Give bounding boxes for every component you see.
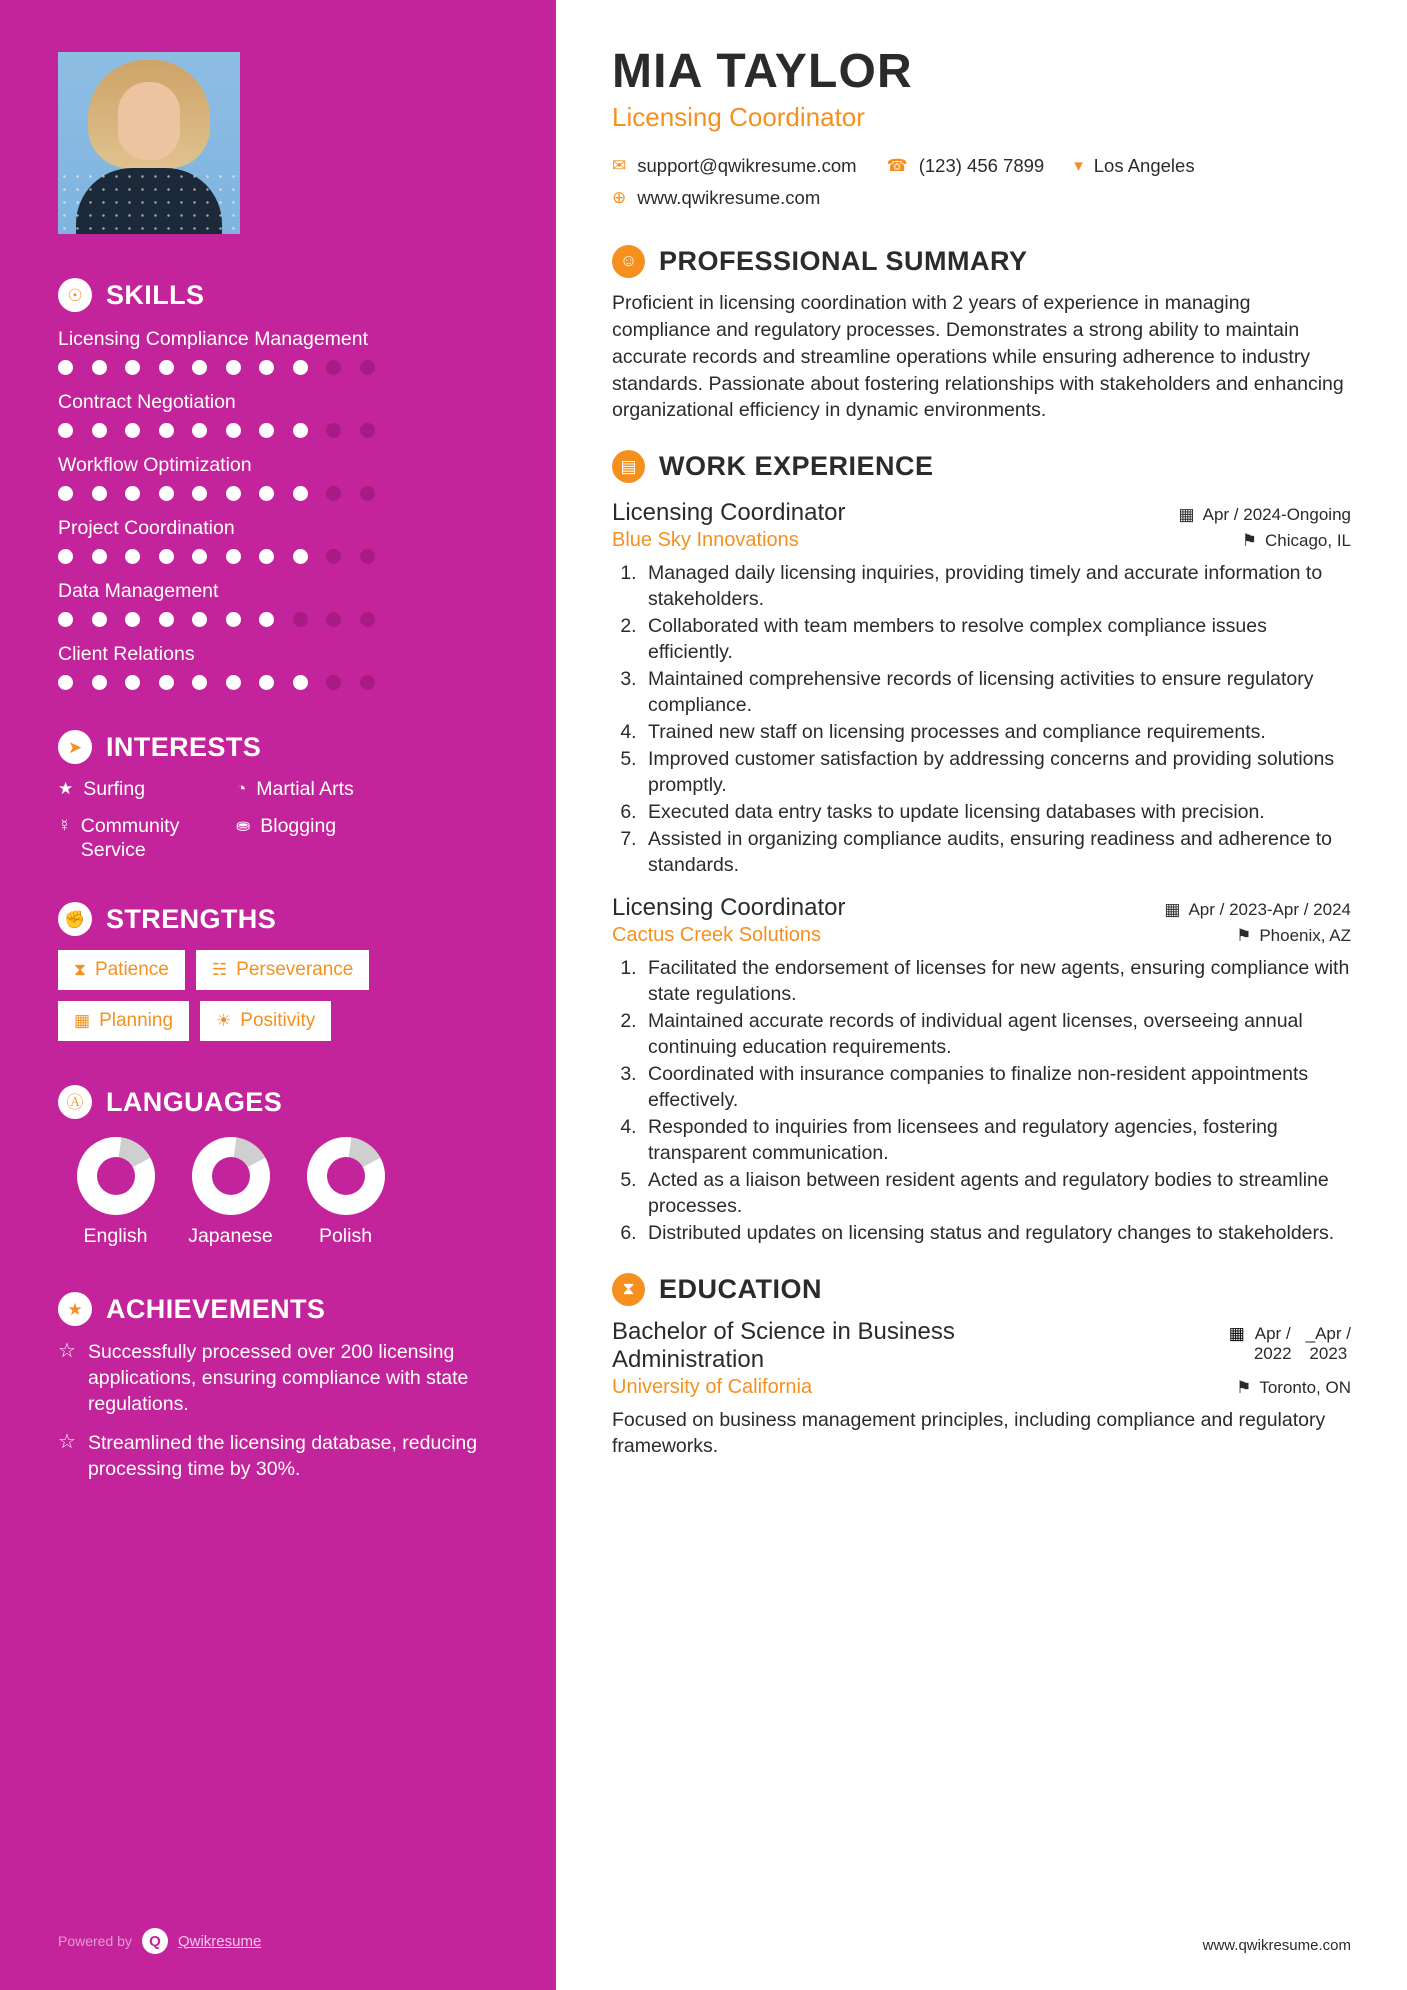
job-bullet: 4. Responded to inquiries from licensees and regulatory agencies, fostering transparent communication. bbox=[642, 1115, 1351, 1167]
envelope-icon: ✉ bbox=[612, 155, 627, 175]
job-title: Licensing Coordinator bbox=[612, 894, 846, 922]
language-proficiency-donut bbox=[77, 1137, 155, 1215]
rating-dot-filled bbox=[159, 675, 174, 690]
interests-title: INTERESTS bbox=[106, 731, 262, 762]
skill-item bbox=[58, 391, 498, 438]
skill-label: Contract Negotiation bbox=[58, 391, 236, 413]
rating-dot-filled bbox=[58, 549, 73, 564]
job-title: Licensing Coordinator bbox=[612, 499, 846, 527]
interests-section bbox=[58, 730, 498, 862]
calendar-icon: ▦ bbox=[1178, 505, 1195, 525]
star-icon: ★ bbox=[58, 779, 74, 798]
job-bullet: 3. Maintained comprehensive records of licensing activities to ensure regulatory compliance. bbox=[642, 667, 1351, 719]
rating-dot-filled bbox=[159, 360, 174, 375]
job-location bbox=[1236, 926, 1351, 946]
job-title-row bbox=[612, 499, 1351, 527]
rating-dot-filled bbox=[92, 675, 107, 690]
rating-dot-filled bbox=[125, 549, 140, 564]
calendar-icon: ▦ bbox=[1228, 1323, 1245, 1343]
interest-label: Surfing bbox=[83, 778, 146, 800]
skill-item bbox=[58, 517, 498, 564]
interest-label: Martial Arts bbox=[256, 778, 354, 800]
job-date-text: Apr / 2023-Apr / 2024 bbox=[1188, 900, 1351, 920]
rating-dot-filled bbox=[58, 612, 73, 627]
interest-item bbox=[236, 815, 498, 862]
skill-item bbox=[58, 580, 498, 627]
strengths-title: STRENGTHS bbox=[106, 903, 277, 934]
contact-item[interactable] bbox=[612, 155, 857, 177]
skill-item bbox=[58, 643, 498, 690]
skill-label: Client Relations bbox=[58, 643, 195, 665]
rating-dot-empty bbox=[360, 423, 375, 438]
shooting-star-icon: ☆ bbox=[58, 1340, 76, 1363]
rating-dot-filled bbox=[58, 360, 73, 375]
contact-block bbox=[612, 155, 1351, 219]
school-name: University of California bbox=[612, 1375, 813, 1398]
lightbulb-icon: ☉ bbox=[58, 278, 92, 312]
rating-dot-filled bbox=[125, 612, 140, 627]
job-entry bbox=[612, 499, 1351, 878]
rating-dot-empty bbox=[326, 675, 341, 690]
achievements-list bbox=[58, 1340, 498, 1483]
strength-label: Perseverance bbox=[236, 959, 354, 981]
calendar-icon: ▦ bbox=[74, 1011, 91, 1031]
education-degree-row bbox=[612, 1318, 1351, 1374]
interest-item bbox=[236, 778, 498, 801]
languages-list bbox=[58, 1137, 498, 1248]
job-role-subtitle: Licensing Coordinator bbox=[612, 101, 865, 132]
education-start-date: Apr / 2022 bbox=[1253, 1323, 1292, 1364]
contact-text: (123) 456 7899 bbox=[918, 154, 1045, 176]
languages-header bbox=[58, 1085, 498, 1119]
strength-badge bbox=[200, 1001, 331, 1041]
education-dates bbox=[1229, 1324, 1351, 1365]
skill-label: Data Management bbox=[58, 580, 219, 602]
strengths-section bbox=[58, 902, 498, 1041]
language-item bbox=[58, 1137, 173, 1248]
skill-label: Licensing Compliance Management bbox=[58, 328, 369, 350]
strengths-list bbox=[58, 950, 498, 1041]
rating-dot-filled bbox=[259, 486, 274, 501]
education-header bbox=[612, 1273, 1351, 1306]
rating-dot-empty bbox=[326, 360, 341, 375]
education-description: Focused on business management principles, including compliance and regulatory frameworks. bbox=[612, 1408, 1326, 1457]
strengths-header bbox=[58, 902, 498, 936]
rating-dot-filled bbox=[293, 549, 308, 564]
language-label: Japanese bbox=[188, 1225, 273, 1248]
job-bullet: 3. Coordinated with insurance companies to finalize non-resident appointments effectively. bbox=[642, 1062, 1351, 1114]
interest-label: Community Service bbox=[80, 815, 180, 861]
rating-dot-empty bbox=[326, 612, 341, 627]
languages-section bbox=[58, 1085, 498, 1248]
skill-label: Project Coordination bbox=[58, 517, 235, 539]
skill-rating-dots bbox=[58, 549, 498, 564]
rating-dot-filled bbox=[192, 486, 207, 501]
language-label: English bbox=[83, 1225, 148, 1248]
rating-dot-filled bbox=[259, 423, 274, 438]
rating-dot-filled bbox=[92, 423, 107, 438]
strength-label: Planning bbox=[99, 1010, 174, 1032]
job-company: Blue Sky Innovations bbox=[612, 529, 799, 552]
phone-icon: ☎ bbox=[886, 155, 908, 175]
calendar-icon: ▦ bbox=[1164, 900, 1181, 920]
powered-by-label: Powered by bbox=[58, 1933, 132, 1949]
job-bullet: 4. Trained new staff on licensing processes and compliance requirements. bbox=[642, 720, 1351, 746]
rating-dot-filled bbox=[293, 423, 308, 438]
rating-dot-filled bbox=[192, 549, 207, 564]
person-icon: ☺ bbox=[612, 245, 645, 278]
page-title: MIA TAYLOR bbox=[612, 45, 913, 98]
work-title: WORK EXPERIENCE bbox=[659, 451, 934, 482]
rating-dot-filled bbox=[226, 360, 241, 375]
rating-dot-filled bbox=[192, 360, 207, 375]
pin-icon: ⚑ bbox=[1236, 926, 1252, 946]
rating-dot-empty bbox=[360, 549, 375, 564]
degree-name: Bachelor of Science in Business Administration bbox=[612, 1317, 955, 1373]
hand-icon: ☿ bbox=[58, 816, 71, 836]
skills-title: SKILLS bbox=[106, 279, 205, 310]
rating-dot-empty bbox=[326, 486, 341, 501]
rating-dot-filled bbox=[192, 423, 207, 438]
rating-dot-filled bbox=[192, 612, 207, 627]
rating-dot-filled bbox=[226, 486, 241, 501]
main-content bbox=[556, 0, 1407, 1990]
achievements-title: ACHIEVEMENTS bbox=[106, 1293, 326, 1324]
achievements-section bbox=[58, 1292, 498, 1483]
rating-dot-empty bbox=[360, 675, 375, 690]
skills-header bbox=[58, 278, 498, 312]
rating-dot-filled bbox=[125, 360, 140, 375]
job-date bbox=[1164, 900, 1351, 920]
qwikresume-logo-icon: Q bbox=[142, 1928, 168, 1954]
job-bullet-list bbox=[642, 956, 1351, 1246]
education-school-row bbox=[612, 1376, 1351, 1399]
skills-list bbox=[58, 328, 498, 690]
contact-text: Los Angeles bbox=[1093, 154, 1195, 176]
graduation-icon: ⧗ bbox=[612, 1273, 645, 1306]
jobs-list bbox=[612, 499, 1351, 1246]
users-icon: ⛂ bbox=[236, 816, 251, 836]
rating-dot-filled bbox=[259, 360, 274, 375]
achievements-header bbox=[58, 1292, 498, 1326]
job-entry bbox=[612, 894, 1351, 1246]
pin-icon: ⚑ bbox=[1236, 1377, 1252, 1397]
strength-label: Patience bbox=[94, 959, 169, 981]
rating-dot-filled bbox=[159, 423, 174, 438]
job-location-text: Chicago, IL bbox=[1265, 531, 1351, 551]
contact-row-primary bbox=[612, 155, 1351, 187]
hourglass-icon: ⧗ bbox=[74, 960, 86, 980]
rating-dot-empty bbox=[360, 360, 375, 375]
achievement-text: Streamlined the licensing database, reducing processing time by 30%. bbox=[87, 1432, 478, 1481]
sidebar bbox=[0, 0, 556, 1990]
skill-rating-dots bbox=[58, 360, 498, 375]
shooting-star-icon: ☆ bbox=[58, 1431, 76, 1454]
contact-item[interactable] bbox=[1074, 155, 1194, 177]
skill-item bbox=[58, 454, 498, 501]
summary-text: Proficient in licensing coordination with 2 years of experience in managing compliance and regulatory processes. Demonstrates a strong ability to maintain accurate records and streamline operations while ensuring adherence to industry standards. Passionate about fostering relationships with stakeholders and enhancing organizational efficiency in dynamic environments. bbox=[612, 291, 1344, 422]
rating-dot-filled bbox=[293, 486, 308, 501]
briefcase-icon: ▤ bbox=[612, 450, 645, 483]
job-location bbox=[1242, 531, 1351, 551]
rating-dot-empty bbox=[326, 423, 341, 438]
language-item bbox=[288, 1137, 403, 1248]
professional-summary-section bbox=[612, 245, 1351, 425]
rating-dot-filled bbox=[192, 675, 207, 690]
job-date bbox=[1179, 505, 1351, 525]
interest-item bbox=[58, 815, 230, 862]
education-end-date: _Apr / 2023 bbox=[1305, 1323, 1351, 1364]
achievement-text: Successfully processed over 200 licensing applications, ensuring compliance with state regulations. bbox=[87, 1341, 469, 1415]
rating-dot-empty bbox=[293, 612, 308, 627]
job-location-text: Phoenix, AZ bbox=[1259, 926, 1351, 946]
rating-dot-filled bbox=[259, 675, 274, 690]
work-experience-section bbox=[612, 450, 1351, 1246]
job-date-text: Apr / 2024-Ongoing bbox=[1202, 505, 1351, 525]
job-bullet: 1. Managed daily licensing inquiries, providing timely and accurate information to stakeholders. bbox=[642, 561, 1351, 613]
contact-text: support@qwikresume.com bbox=[637, 154, 857, 176]
skill-rating-dots bbox=[58, 486, 498, 501]
location-pin-icon: ▾ bbox=[1074, 155, 1083, 175]
skill-rating-dots bbox=[58, 423, 498, 438]
rating-dot-filled bbox=[226, 423, 241, 438]
strength-label: Positivity bbox=[240, 1010, 316, 1032]
education-location: ⚑ Toronto, ON bbox=[1236, 1377, 1351, 1397]
job-bullet: 2. Collaborated with team members to resolve complex compliance issues efficiently. bbox=[642, 614, 1351, 666]
job-bullet: 6. Executed data entry tasks to update licensing databases with precision. bbox=[642, 800, 1351, 826]
rating-dot-empty bbox=[326, 549, 341, 564]
contact-item[interactable] bbox=[612, 187, 820, 209]
job-bullet: 6. Distributed updates on licensing status and regulatory changes to stakeholders. bbox=[642, 1221, 1351, 1247]
language-label: Polish bbox=[318, 1225, 373, 1248]
job-bullet: 7. Assisted in organizing compliance audits, ensuring readiness and adherence to standards. bbox=[642, 827, 1351, 879]
contact-item[interactable] bbox=[887, 155, 1045, 177]
rating-dot-filled bbox=[259, 549, 274, 564]
skill-item bbox=[58, 328, 498, 375]
job-bullet: 2. Maintained accurate records of individual agent licenses, overseeing annual continuing education requirements. bbox=[642, 1009, 1351, 1061]
education-section bbox=[612, 1273, 1351, 1460]
job-bullet-list bbox=[642, 561, 1351, 878]
interest-label: Blogging bbox=[260, 815, 337, 838]
rating-dot-filled bbox=[259, 612, 274, 627]
pin-icon: ⚑ bbox=[1241, 531, 1257, 551]
strength-badge bbox=[58, 1001, 189, 1041]
profile-photo bbox=[58, 52, 240, 234]
skill-label: Workflow Optimization bbox=[58, 454, 252, 476]
summary-title: PROFESSIONAL SUMMARY bbox=[659, 245, 1028, 276]
interests-header bbox=[58, 730, 498, 764]
rating-dot-filled bbox=[125, 486, 140, 501]
job-title-row bbox=[612, 894, 1351, 922]
contact-row-secondary bbox=[612, 187, 1351, 219]
job-company: Cactus Creek Solutions bbox=[612, 924, 821, 947]
rating-dot-empty bbox=[360, 486, 375, 501]
rating-dot-filled bbox=[92, 612, 107, 627]
rating-dot-filled bbox=[58, 486, 73, 501]
job-company-row bbox=[612, 924, 1351, 947]
language-proficiency-donut bbox=[307, 1137, 385, 1215]
qwikresume-brand-link[interactable]: Qwikresume bbox=[177, 1932, 262, 1950]
job-bullet: 5. Acted as a liaison between resident agents and regulatory bodies to streamline processes. bbox=[642, 1168, 1351, 1220]
rating-dot-filled bbox=[125, 675, 140, 690]
rating-dot-filled bbox=[58, 675, 73, 690]
translate-icon: Ⓐ bbox=[58, 1085, 92, 1119]
rating-dot-filled bbox=[58, 423, 73, 438]
rating-dot-filled bbox=[125, 423, 140, 438]
star-badge-icon: ★ bbox=[58, 1292, 92, 1326]
strength-badge bbox=[196, 950, 369, 990]
rating-dot-filled bbox=[92, 360, 107, 375]
skill-rating-dots bbox=[58, 612, 498, 627]
job-bullet: 1. Facilitated the endorsement of licenses for new agents, ensuring compliance with state regulations. bbox=[642, 956, 1351, 1008]
rating-dot-filled bbox=[159, 486, 174, 501]
paper-plane-icon: ➤ bbox=[58, 730, 92, 764]
job-company-row bbox=[612, 529, 1351, 552]
fist-icon: ✊ bbox=[58, 902, 92, 936]
contact-text: www.qwikresume.com bbox=[637, 186, 821, 208]
globe-icon: ◔ bbox=[236, 779, 247, 798]
skill-rating-dots bbox=[58, 675, 498, 690]
road-icon: ☵ bbox=[211, 960, 228, 980]
interest-item bbox=[58, 778, 230, 801]
rating-dot-filled bbox=[226, 612, 241, 627]
skills-section bbox=[58, 278, 498, 690]
rating-dot-filled bbox=[226, 675, 241, 690]
rating-dot-filled bbox=[226, 549, 241, 564]
work-header bbox=[612, 450, 1351, 483]
rating-dot-filled bbox=[159, 549, 174, 564]
rating-dot-empty bbox=[360, 612, 375, 627]
language-item bbox=[173, 1137, 288, 1248]
rating-dot-filled bbox=[293, 360, 308, 375]
languages-title: LANGUAGES bbox=[106, 1086, 283, 1117]
rating-dot-filled bbox=[92, 486, 107, 501]
job-bullet: 5. Improved customer satisfaction by addressing concerns and providing solutions promptly. bbox=[642, 747, 1351, 799]
rating-dot-filled bbox=[159, 612, 174, 627]
sun-icon: ☀ bbox=[216, 1011, 232, 1031]
sidebar-footer bbox=[0, 1928, 556, 1990]
language-proficiency-donut bbox=[192, 1137, 270, 1215]
interests-list bbox=[58, 778, 498, 862]
summary-header bbox=[612, 245, 1351, 278]
achievement-item bbox=[58, 1431, 498, 1482]
main-footer-url: www.qwikresume.com bbox=[1202, 1937, 1351, 1954]
rating-dot-filled bbox=[92, 549, 107, 564]
rating-dot-filled bbox=[293, 675, 308, 690]
achievement-item bbox=[58, 1340, 498, 1417]
globe-icon: ⊕ bbox=[612, 187, 627, 207]
strength-badge bbox=[58, 950, 185, 990]
education-title: EDUCATION bbox=[659, 1273, 822, 1304]
